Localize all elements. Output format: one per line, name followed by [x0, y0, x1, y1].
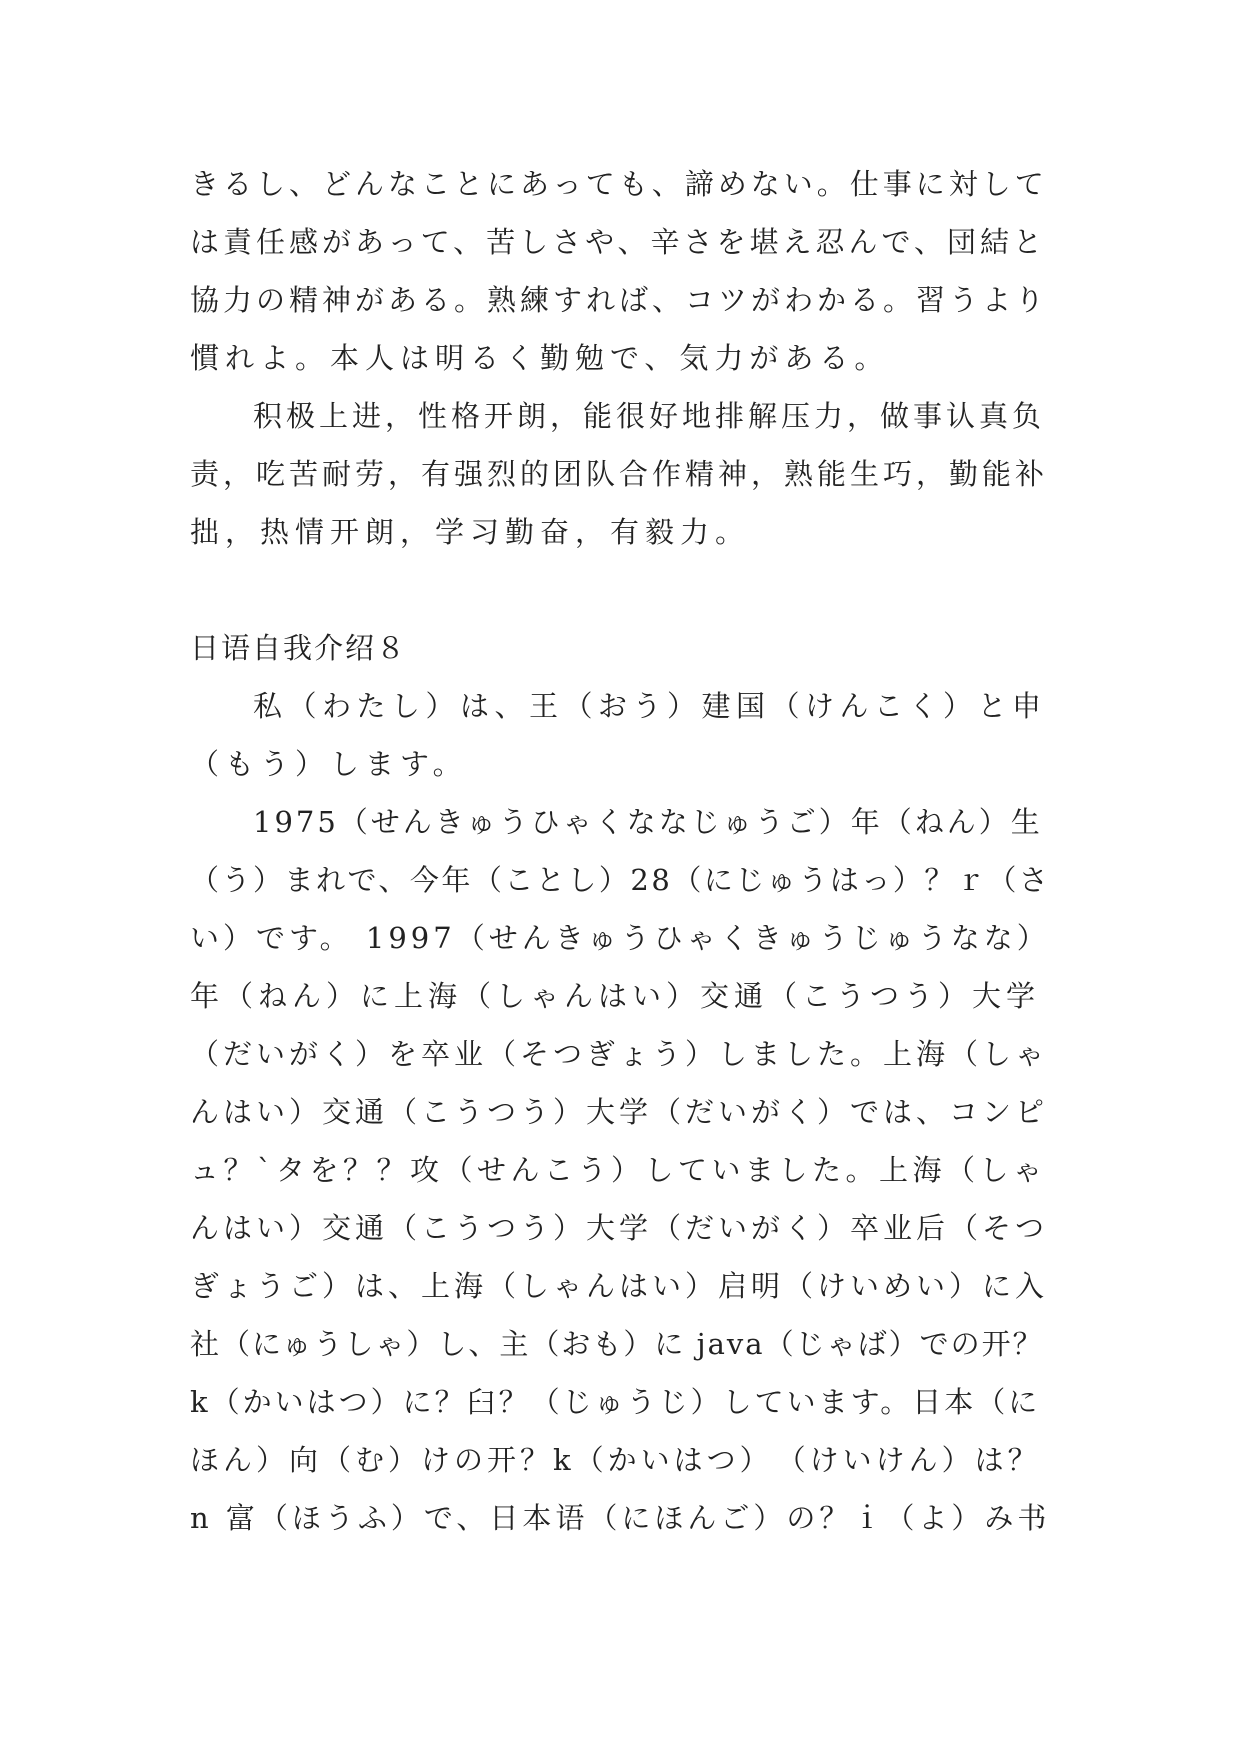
text-line: 慣れよ。本人は明るく勤勉で、気力がある。 [190, 341, 890, 375]
text-line: （もう）します。 [190, 747, 468, 781]
text-line: 拙，热情开朗，学习勤奋，有毅力。 [190, 515, 751, 549]
text-line: い）です。 1997（せんきゅうひゃくきゅうじゅうなな） [190, 921, 1050, 955]
text-line: ュ？`タを？？攻（せんこう）していました。上海（しゃ [190, 1153, 1047, 1187]
text-line: 社（にゅうしゃ）し、主（おも）に java（じゃば）での开？ [190, 1327, 1044, 1361]
text-line: は責任感があって、苦しさや、辛さを堪え忍んで、団結と [190, 225, 1046, 259]
text-line: n 富（ほうふ）で、日本语（にほんご）の？ｉ（よ）み书 [190, 1501, 1051, 1535]
text-line: んはい）交通（こうつう）大学（だいがく）では、コンピ [190, 1095, 1049, 1129]
text-line: 责，吃苦耐劳，有强烈的团队合作精神，熟能生巧，勤能补 [190, 457, 1049, 491]
text-line: （う）まれで、今年（ことし）28（にじゅうはっ）？ｒ（さ [190, 863, 1051, 897]
text-line: 1975（せんきゅうひゃくななじゅうご）年（ねん）生 [253, 805, 1043, 839]
text-line: 協力の精神がある。熟練すれば、コツがわかる。習うより [190, 283, 1049, 317]
text-line: きるし、どんなことにあっても、諦めない。仕事に対して [190, 167, 1048, 201]
text-line: （だいがく）を卒业（そつぎょう）しました。上海（しゃ [190, 1037, 1049, 1071]
text-line: 私（わたし）は、王（おう）建国（けんこく）と申 [253, 689, 1047, 723]
text-line: k（かいはつ）に？臼？（じゅうじ）しています。日本（に [190, 1385, 1041, 1419]
text-line: 年（ねん）に上海（しゃんはい）交通（こうつう）大学 [190, 979, 1041, 1013]
text-line: ほん）向（む）けの开？k（かいはつ） （けいけん）は？ [190, 1443, 1041, 1477]
section-heading: 日语自我介绍８ [190, 631, 408, 665]
text-line: んはい）交通（こうつう）大学（だいがく）卒业后（そつ [190, 1211, 1049, 1245]
text-line: 积极上进，性格开朗，能很好地排解压力，做事认真负 [253, 399, 1046, 433]
text-line: ぎょうご）は、上海（しゃんはい）启明（けいめい）に入 [190, 1269, 1049, 1303]
